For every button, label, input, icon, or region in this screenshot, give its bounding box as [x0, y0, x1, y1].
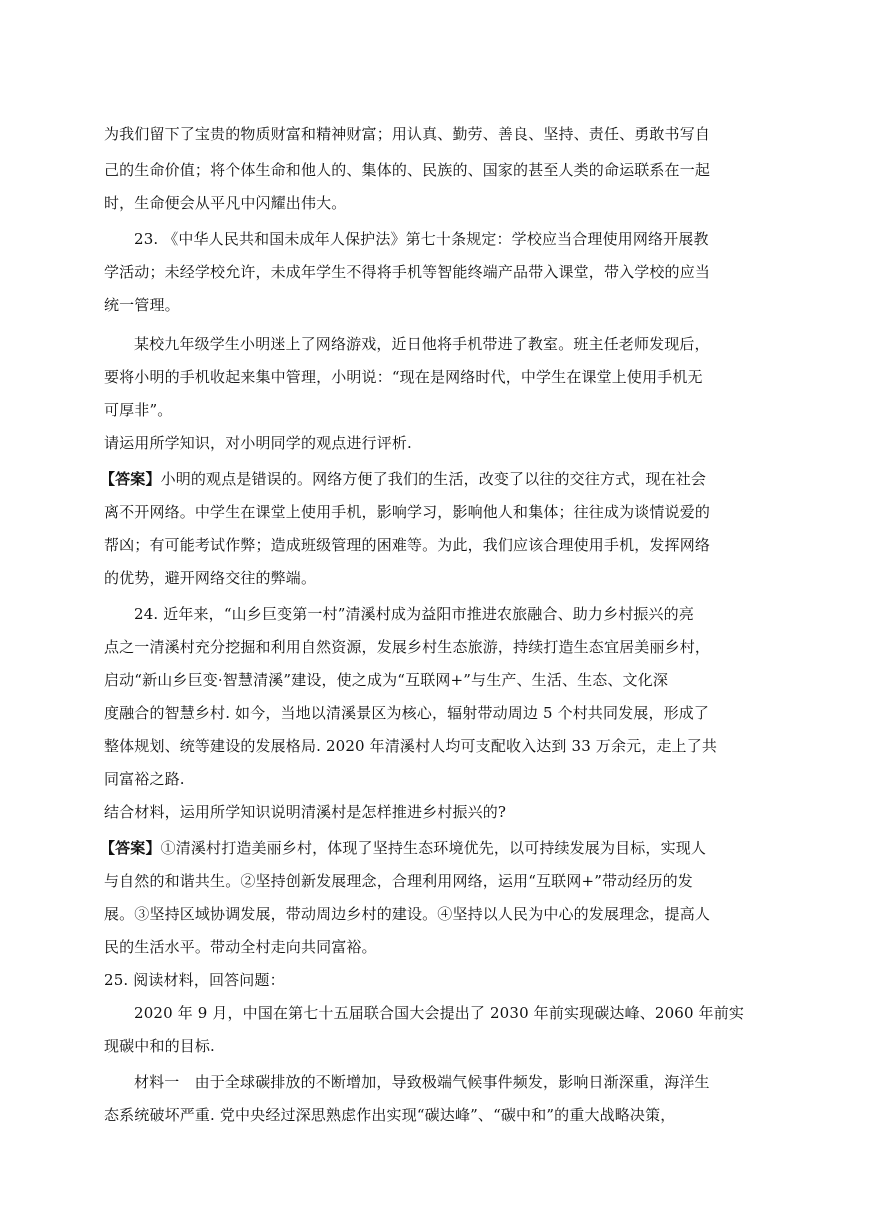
q24-answer-line: 民的生活水平。带动全村走向共同富裕。: [104, 938, 377, 956]
q24-answer-line: 与自然的和谐共生。②坚持创新发展理念，合理利用网络，运用“互联网+”带动经历的发: [104, 872, 693, 890]
q25-intro-line: 现碳中和的目标.: [104, 1037, 215, 1055]
q23-question: 请运用所学知识，对小明同学的观点进行评析.: [104, 434, 412, 452]
q23-answer-line: 离不开网络。中学生在课堂上使用手机，影响学习，影响他人和集体；往往成为谈情说爱的: [104, 503, 711, 521]
q24-material-line: 启动“新山乡巨变·智慧清溪”建设，使之成为“互联网+”与生产、生活、生态、文化深: [104, 671, 669, 689]
q24-answer-line: 展。③坚持区域协调发展，带动周边乡村的建设。④坚持以人民为中心的发展理念，提高人: [104, 905, 711, 923]
q23-law-line: 统一管理。: [104, 296, 180, 314]
q22-text-line: 己的生命价值；将个体生命和他人的、集体的、民族的、国家的甚至人类的命运联系在一起: [104, 161, 711, 179]
q23-case-line: 要将小明的手机收起来集中管理，小明说：“现在是网络时代，中学生在课堂上使用手机无: [104, 368, 703, 386]
q22-text-line: 为我们留下了宝贵的物质财富和精神财富；用认真、勤劳、善良、坚持、责任、勇敢书写自: [104, 125, 711, 143]
answer-tag: 【答案】: [100, 839, 161, 857]
q23-case-line: 可厚非”。: [104, 401, 173, 419]
q23-law-line: 学活动；未经学校允许，未成年学生不得将手机等智能终端产品带入课堂，带入学校的应当: [104, 263, 711, 281]
q24-answer-line: [100, 838, 706, 858]
q25-material-line: 材料一 由于全球碳排放的不断增加，导致极端气候事件频发，影响日渐深重，海洋生: [134, 1073, 710, 1091]
q23-law-line: 23. 《中华人民共和国未成年人保护法》第七十条规定：学校应当合理使用网络开展教: [134, 230, 709, 248]
q22-text-line: 时，生命便会从平凡中闪耀出伟大。: [104, 194, 347, 212]
q25-heading: 25. 阅读材料，回答问题：: [104, 971, 285, 989]
q24-material-line: 度融合的智慧乡村. 如今，当地以清溪景区为核心，辐射带动周边 5 个村共同发展，形成了: [104, 704, 710, 722]
answer-text: ①清溪村打造美丽乡村，体现了坚持生态环境优先，以可持续发展为目标，实现人: [160, 839, 707, 857]
q23-answer-line: 帮凶；有可能考试作弊；造成班级管理的困难等。为此，我们应该合理使用手机，发挥网络: [104, 536, 711, 554]
q24-material-line: 点之一清溪村充分挖掘和利用自然资源，发展乡村生态旅游，持续打造生态宜居美丽乡村，: [104, 638, 711, 656]
q23-answer-line: [100, 469, 706, 489]
q23-case-line: 某校九年级学生小明迷上了网络游戏，近日他将手机带进了教室。班主任老师发现后，: [134, 335, 710, 353]
answer-text: 小明的观点是错误的。网络方便了我们的生活，改变了以往的交往方式，现在社会: [160, 470, 707, 488]
q24-material-line: 24. 近年来，“山乡巨变第一村”清溪村成为益阳市推进农旅融合、助力乡村振兴的亮: [134, 605, 694, 623]
q25-material-line: 态系统破坏严重. 党中央经过深思熟虑作出实现“碳达峰”、“碳中和”的重大战略决策，: [104, 1106, 676, 1124]
q25-intro-line: 2020 年 9 月，中国在第七十五届联合国大会提出了 2030 年前实现碳达峰、2060 年前实: [134, 1004, 745, 1022]
q24-material-line: 整体规划、统等建设的发展格局. 2020 年清溪村人均可支配收入达到 33 万余元，走上了共: [104, 737, 718, 755]
answer-tag: 【答案】: [100, 470, 161, 488]
q24-material-line: 同富裕之路.: [104, 770, 185, 788]
q24-question: 结合材料，运用所学知识说明清溪村是怎样推进乡村振兴的?: [104, 803, 507, 821]
q23-answer-line: 的优势，避开网络交往的弊端。: [104, 569, 317, 587]
